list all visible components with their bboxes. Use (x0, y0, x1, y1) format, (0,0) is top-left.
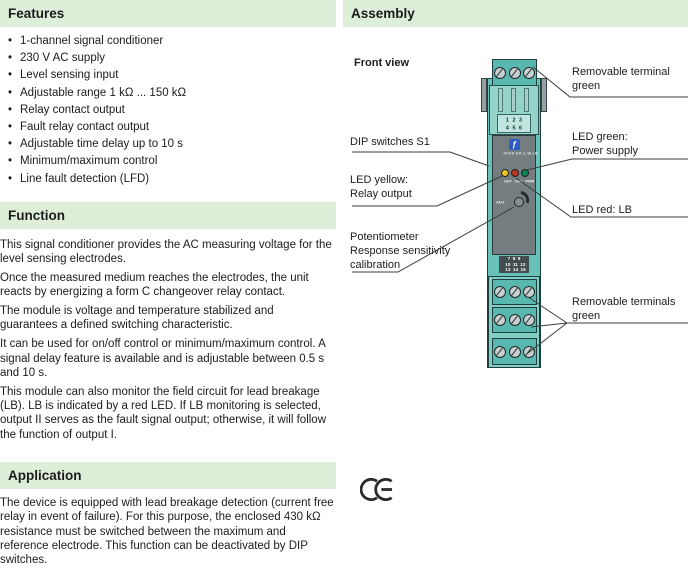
removable-terminal-bottom-3 (492, 338, 537, 365)
device-side-tab-left (481, 78, 487, 112)
callout-removable-terminal-top (572, 66, 670, 94)
function-paragraph: This module can also monitor the field circuit for lead breakage (LB). LB is indicated by a red LED. If LB monitoring is selected, output II serves as the fault signal output; otherwise, it will follow the function of output I. (0, 385, 326, 441)
callout-led-green (572, 131, 638, 159)
callout-led-yellow (350, 174, 412, 202)
callout-led-red (572, 204, 632, 218)
features-list (0, 34, 334, 189)
connector-pin (524, 88, 529, 112)
function-paragraph: This signal conditioner provides the AC measuring voltage for the level sensing electrodes. (0, 239, 332, 266)
callout-line-text: Relay output (350, 187, 412, 200)
feature-item: • Line fault detection (LFD) (0, 172, 334, 186)
callout-line-text: calibration (350, 258, 401, 271)
features-section-header: Features (0, 0, 336, 27)
terminal-number-row: 13 14 15 (505, 267, 526, 273)
callout-removable-terminals-bottom (572, 296, 675, 324)
led-status-labels: OUT CHK PWR (503, 178, 535, 183)
feature-item: • Level sensing input (0, 68, 334, 82)
manufacturer-logo-icon: ƒ (509, 139, 520, 150)
feature-item: • Relay contact output (0, 103, 334, 117)
adjust-label: ADJ. (496, 200, 506, 205)
screw-icon (494, 67, 506, 79)
screw-icon (523, 286, 535, 298)
callout-line-text: Potentiometer (350, 231, 419, 243)
function-paragraph: It can be used for on/off control or minimum/maximum control. A signal delay feature is available and is adjustable between 0.5 s and 10 s. (0, 338, 326, 379)
callout-potentiometer (350, 231, 450, 272)
screw-icon (523, 314, 535, 326)
application-paragraphs (0, 496, 334, 572)
callout-dip-switches (350, 136, 430, 150)
callout-line-text: Power supply (572, 144, 639, 157)
application-section-header: Application (0, 462, 336, 489)
terminal-connector-block (489, 85, 539, 135)
callout-line-text: green (572, 79, 601, 92)
feature-item: • Fault relay contact output (0, 120, 334, 134)
feature-item: • Minimum/maximum control (0, 154, 334, 168)
removable-terminal-bottom-2 (492, 307, 537, 333)
terminal-number-label-top (497, 114, 531, 133)
led-red-icon (511, 169, 519, 177)
feature-item: • Adjustable range 1 kΩ ... 150 kΩ (0, 86, 334, 100)
led-yellow-icon (501, 169, 509, 177)
terminal-number-row: 1 2 3 (505, 116, 523, 123)
screw-icon (494, 286, 506, 298)
terminal-number-row: 4 5 6 (505, 124, 523, 131)
callout-line-text: LED yellow: (350, 174, 409, 186)
callout-line-text: Removable terminal (572, 66, 670, 78)
feature-item: • 230 V AC supply (0, 51, 334, 65)
product-name-label: KFA6-ER-1.W.LB (503, 151, 538, 156)
feature-item: • Adjustable time delay up to 10 s (0, 137, 334, 151)
callout-line-text: DIP switches S1 (350, 136, 430, 148)
connector-pin (498, 88, 503, 112)
function-section-header: Function (0, 202, 336, 229)
function-paragraphs (0, 238, 334, 446)
terminal-number-row: 7 8 9 (507, 256, 521, 262)
screw-icon (509, 286, 521, 298)
potentiometer-knob (514, 197, 524, 207)
connector-pin (511, 88, 516, 112)
screw-icon (494, 346, 506, 358)
device-front-panel (492, 135, 536, 255)
device-side-tab-right (541, 78, 547, 112)
screw-icon (509, 67, 521, 79)
screw-icon (523, 346, 535, 358)
callout-line-text: green (572, 309, 601, 322)
application-paragraph: The device is equipped with lead breakage detection (current free relay in event of failure). For this purpose, the enclosed 430 kΩ resistance must be switched between the maximum and reference electrode. This function can be deactivated by DIP switches. (0, 497, 334, 567)
front-view-label: Front view (354, 57, 410, 69)
screw-icon (523, 67, 535, 79)
screw-icon (509, 314, 521, 326)
terminal-number-label-bottom (499, 256, 529, 273)
assembly-section-header: Assembly (343, 0, 688, 27)
terminal-number-row: 10 11 12 (505, 261, 526, 267)
callout-line-text: LED green: (572, 131, 628, 143)
screw-icon (509, 346, 521, 358)
function-paragraph: Once the measured medium reaches the electrodes, the unit reacts by energizing a form C changeover relay contact. (0, 272, 309, 299)
led-row (501, 169, 529, 177)
callout-line-text: Removable terminals (572, 296, 676, 308)
led-green-icon (521, 169, 529, 177)
removable-terminal-bottom-1 (492, 279, 537, 305)
callout-line-text: LED red: LB (572, 204, 632, 216)
feature-item: • 1-channel signal conditioner (0, 34, 334, 48)
ce-mark-icon (360, 477, 396, 502)
screw-icon (494, 314, 506, 326)
callout-line-text: Response sensitivity (350, 244, 451, 257)
removable-terminal-top (492, 59, 537, 86)
function-paragraph: The module is voltage and temperature stabilized and guarantees a defined switching characteristic. (0, 305, 274, 332)
